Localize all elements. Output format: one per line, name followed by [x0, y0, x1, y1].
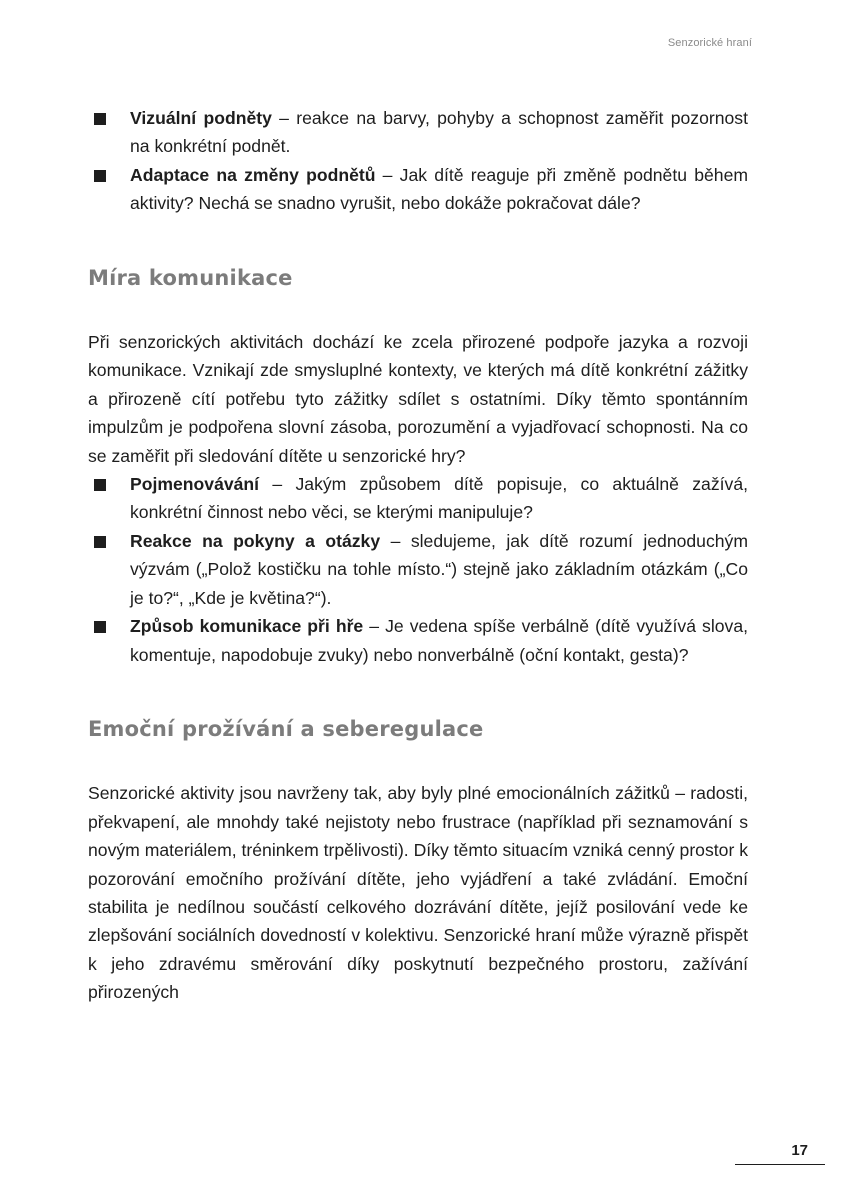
- square-bullet-icon: [94, 170, 106, 182]
- bullet-text: – Je vedena spíše verbálně (dítě využívá slova, komentuje, napodobuje zvuky) nebo nonverbálně (oční kontakt, gesta)?: [130, 616, 748, 665]
- page-number-rule: [735, 1164, 825, 1165]
- page-number: 17: [791, 1142, 808, 1159]
- bullet-text: – reakce na barvy, pohyby a schopnost zaměřit pozornost na konkrétní podnět.: [130, 108, 748, 157]
- spacer: [88, 743, 748, 779]
- bullet-term: Adaptace na změny podnětů: [130, 164, 376, 185]
- bullet-term: Způsob komunikace při hře: [130, 616, 364, 637]
- square-bullet-icon: [94, 621, 106, 633]
- page-content: [88, 104, 748, 1007]
- top-bullet-list: [88, 104, 748, 218]
- list-item: [88, 612, 748, 669]
- communication-intro-paragraph: Při senzorických aktivitách dochází ke zcela přirozené podpoře jazyka a rozvoji komunikace. Vznikají zde smysluplné kontexty, ve kterých má dítě konkrétní zážitky a přirozeně cítí potřebu tyto zážitky sdílet s ostatními. Díky těmto spontánním impulzům je podpořena slovní zásoba, porozumění a vyjadřovací schopnosti. Na co se zaměřit při sledování dítěte u senzorické hry?: [88, 332, 748, 466]
- list-item: [88, 527, 748, 612]
- running-header: Senzorické hraní: [667, 37, 752, 49]
- square-bullet-icon: [94, 536, 106, 548]
- bullet-term: Pojmenovávání: [130, 474, 260, 495]
- bullet-term: Vizuální podněty: [130, 108, 272, 128]
- spacer: [88, 218, 748, 264]
- section-heading-emotion: Emoční prožívání a seberegulace: [88, 716, 484, 741]
- spacer: [88, 292, 748, 328]
- bullet-term: Reakce na pokyny a otázky: [130, 530, 381, 551]
- square-bullet-icon: [94, 479, 106, 491]
- section-heading-communication: Míra komunikace: [88, 265, 293, 290]
- spacer: [88, 669, 748, 715]
- emotion-paragraph: Senzorické aktivity jsou navrženy tak, aby byly plné emocionálních zážitků – radosti, překvapení, ale mnohdy také nejistoty nebo frustrace (například při seznamování s novým materiálem, tréninkem trpělivosti). Díky těmto situacím vzniká cenný prostor k pozorování emočního prožívání dítěte, jeho vyjádření a také zvládání. Emoční stabilita je nedílnou součástí celkového dozrávání dítěte, jejíž posilování vede ke zlepšování sociálních dovedností v kolektivu. Senzorické hraní může výrazně přispět k jeho zdravému směrování díky poskytnutí bezpečného prostoru, zažívání přirozených: [88, 783, 748, 1003]
- list-item: [88, 470, 748, 527]
- list-item: [88, 104, 748, 161]
- communication-bullet-list: [88, 470, 748, 669]
- list-item: [88, 161, 748, 218]
- square-bullet-icon: [94, 113, 106, 125]
- bullet-text: – Jak dítě reaguje při změně podnětu během aktivity? Nechá se snadno vyrušit, nebo dokáže pokračovat dále?: [130, 164, 749, 214]
- bullet-text: – sledujeme, jak dítě rozumí jednoduchým výzvám („Polož kostičku na tohle místo.“) stejně jako základním otázkám („Co je to?“, „Kde je květina?“).: [130, 530, 749, 608]
- bullet-text: – Jakým způsobem dítě popisuje, co aktuálně zažívá, konkrétní činnost nebo věci, se kterými manipuluje?: [130, 474, 748, 523]
